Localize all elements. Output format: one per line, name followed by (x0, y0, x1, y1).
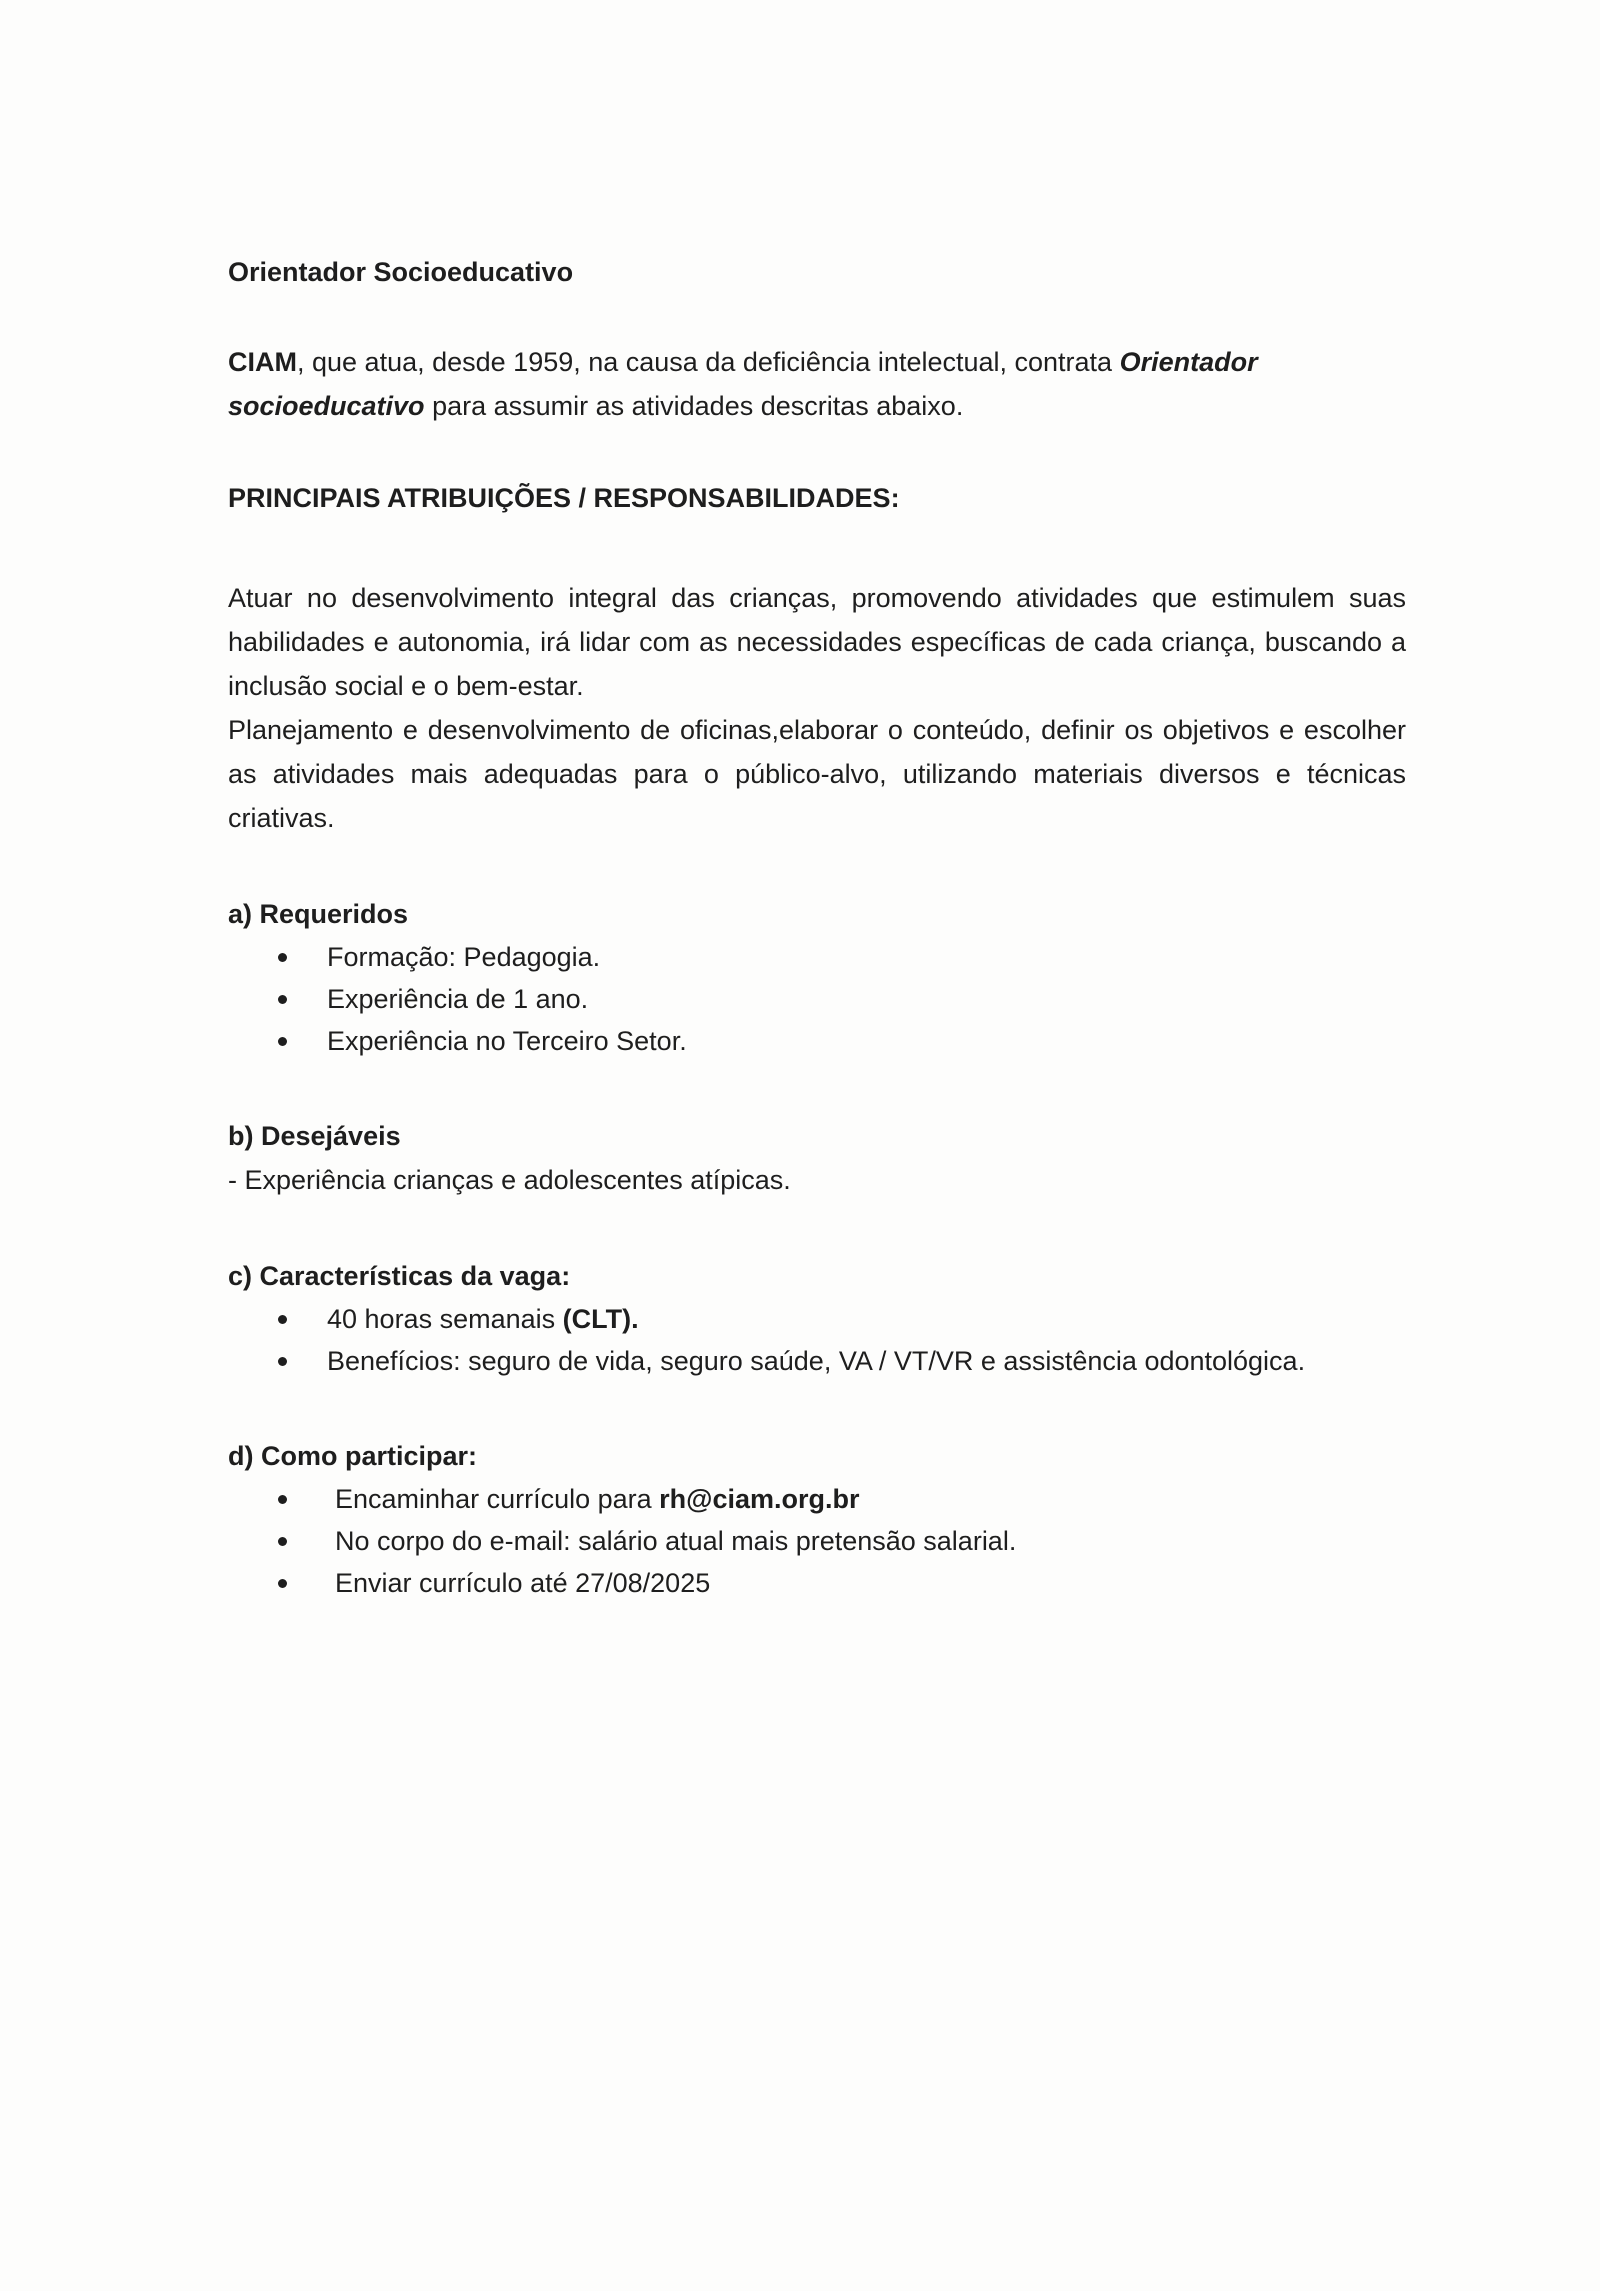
list-item (228, 978, 1406, 1020)
list-item-text: Benefícios: seguro de vida, seguro saúde, VA / VT/VR e assistência odontológica. (327, 1346, 1306, 1376)
list-item (228, 1562, 1406, 1604)
desirable-text: - Experiência crianças e adolescentes atípicas. (228, 1165, 791, 1195)
bullet-icon (278, 995, 287, 1004)
list-item (228, 1298, 1406, 1340)
list-item (228, 1020, 1406, 1062)
list-item-text: Enviar currículo até 27/08/2025 (335, 1568, 711, 1598)
list-item-text: No corpo do e-mail: salário atual mais pretensão salarial. (335, 1526, 1017, 1556)
participate-list (228, 1478, 1406, 1604)
document-title: Orientador Socioeducativo (228, 257, 574, 287)
list-item-text: Experiência no Terceiro Setor. (327, 1026, 687, 1056)
desirable-heading: b) Desejáveis (228, 1121, 401, 1151)
org-name: CIAM (228, 347, 297, 377)
bullet-icon (278, 1037, 287, 1046)
bullet-icon (278, 1495, 287, 1504)
bullet-icon (278, 1579, 287, 1588)
role-name: Orientador socioeducativo (228, 347, 1258, 421)
list-item (228, 1520, 1406, 1562)
bullet-icon (278, 1357, 287, 1366)
responsibilities-heading: PRINCIPAIS ATRIBUIÇÕES / RESPONSABILIDADES: (228, 483, 900, 513)
intro-text: , que atua, desde 1959, na causa da deficiência intelectual, contrata (297, 347, 1120, 377)
list-item-text: Formação: Pedagogia. (327, 942, 601, 972)
bullet-icon (278, 1315, 287, 1324)
participate-heading: d) Como participar: (228, 1441, 478, 1471)
list-item-text: 40 horas semanais (327, 1304, 563, 1334)
list-item (228, 936, 1406, 978)
list-item-text: Encaminhar currículo para (335, 1484, 660, 1514)
responsibility-paragraph-1: Atuar no desenvolvimento integral das crianças, promovendo atividades que estimulem suas habilidades e autonomia, irá lidar com as necessidades específicas de cada criança, buscando a inclusão social e o bem-estar. (228, 583, 1406, 701)
responsibility-paragraph-2: Planejamento e desenvolvimento de oficinas,elaborar o conteúdo, definir os objetivos e escolher as atividades mais adequadas para o público-alvo, utilizando materiais diversos e técnicas criativas. (228, 715, 1406, 833)
characteristics-list (228, 1298, 1406, 1382)
intro-text-end: para assumir as atividades descritas abaixo. (424, 391, 964, 421)
required-list (228, 936, 1406, 1062)
required-heading: a) Requeridos (228, 899, 409, 929)
contract-type: (CLT). (562, 1304, 639, 1334)
intro-paragraph (228, 340, 1406, 428)
list-item (228, 1340, 1406, 1382)
list-item (228, 1478, 1406, 1520)
characteristics-heading: c) Características da vaga: (228, 1261, 571, 1291)
bullet-icon (278, 953, 287, 962)
bullet-icon (278, 1537, 287, 1546)
document-content (228, 250, 1406, 1604)
list-item-text: Experiência de 1 ano. (327, 984, 589, 1014)
email-address: rh@ciam.org.br (659, 1484, 860, 1514)
